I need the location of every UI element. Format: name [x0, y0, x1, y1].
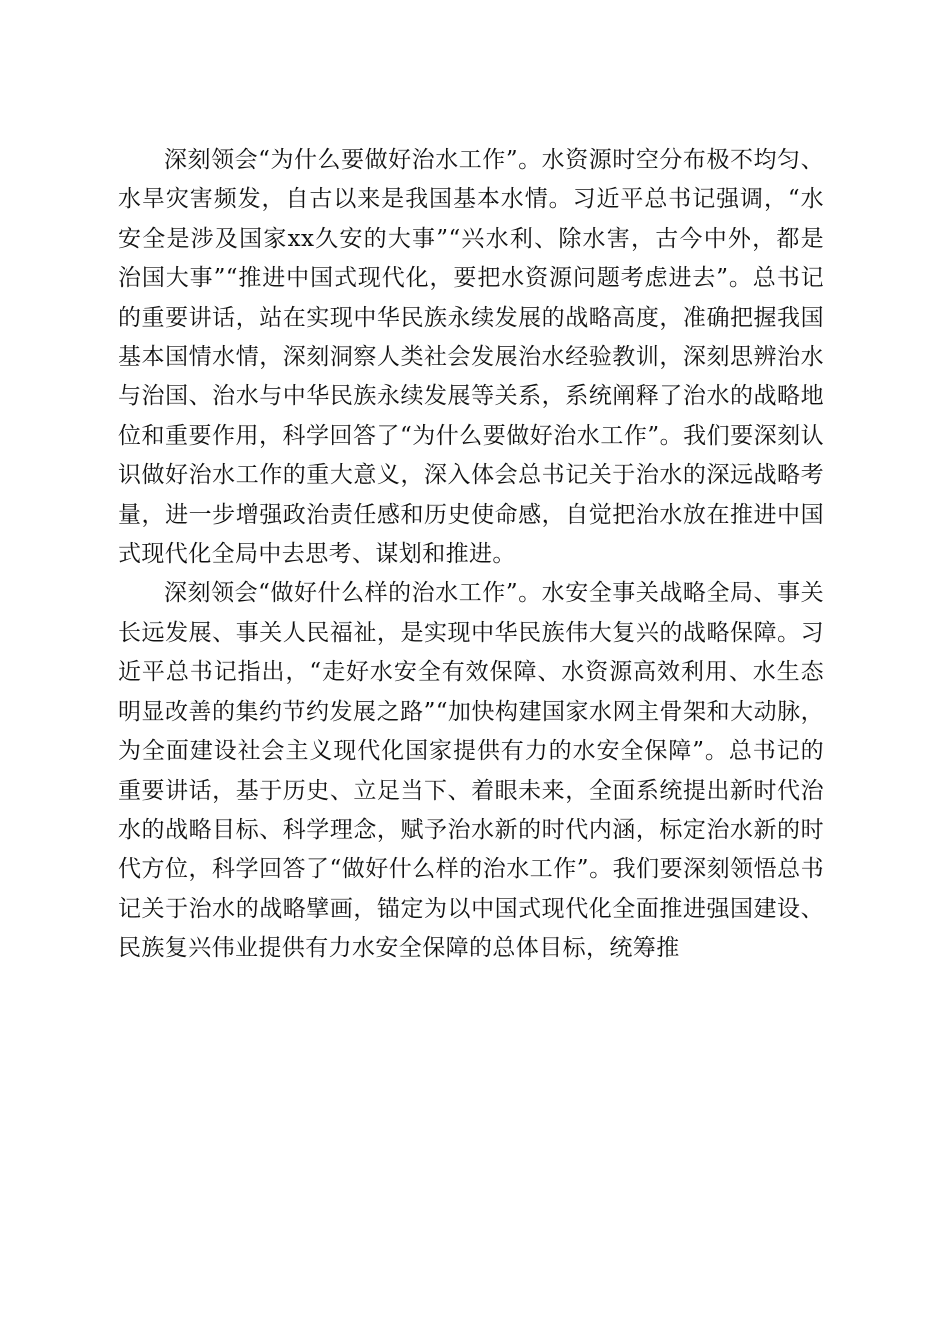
paragraph-why-water-governance: 深刻领会“为什么要做好治水工作”。水资源时空分布极不均匀、水旱灾害频发，自古以来是我国基本水情。习近平总书记强调，“水安全是涉及国家xx久安的大事”“兴水利、除水害，古今中外，都是治国大事”“推进中国式现代化，要把水资源问题考虑进去”。总书记的重要讲话，站在实现中华民族永续发展的战略高度，准确把握我国基本国情水情，深刻洞察人类社会发展治水经验教训，深刻思辨治水与治国、治水与中华民族永续发展等关系，系统阐释了治水的战略地位和重要作用，科学回答了“为什么要做好治水工作”。我们要深刻认识做好治水工作的重大意义，深入体会总书记关于治水的深远战略考量，进一步增强政治责任感和历史使命感，自觉把治水放在推进中国式现代化全局中去思考、谋划和推进。 [118, 147, 824, 568]
paragraph-what-water-governance: 深刻领会“做好什么样的治水工作”。水安全事关战略全局、事关长远发展、事关人民福祉，是实现中华民族伟大复兴的战略保障。习近平总书记指出，“走好水安全有效保障、水资源高效利用、水生态明显改善的集约节约发展之路”“加快构建国家水网主骨架和大动脉，为全面建设社会主义现代化国家提供有力的水安全保障”。总书记的重要讲话，基于历史、立足当下、着眼未来，全面系统提出新时代治水的战略目标、科学理念，赋予治水新的时代内涵，标定治水新的时代方位，科学回答了“做好什么样的治水工作”。我们要深刻领悟总书记关于治水的战略擘画，锚定为以中国式现代化全面推进强国建设、民族复兴伟业提供有力水安全保障的总体目标，统筹推 [118, 580, 824, 962]
document-body [118, 141, 824, 969]
